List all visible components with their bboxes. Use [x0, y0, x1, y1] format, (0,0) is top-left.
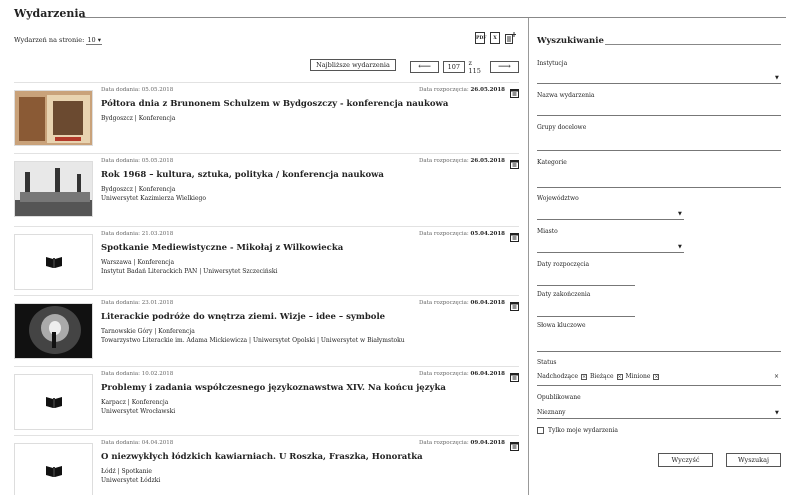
event-start-date: 05.04.2018	[470, 231, 505, 237]
target-groups-input[interactable]	[537, 150, 781, 151]
event-start: Data rozpoczęcia: 09.04.2018	[418, 440, 505, 446]
event-location-category: Karpacz | Konferencja	[101, 399, 169, 406]
calendar-add-icon[interactable]	[510, 232, 519, 242]
calendar-add-icon[interactable]	[510, 301, 519, 311]
prev-page-button[interactable]: ⟵	[410, 61, 439, 73]
event-start: Data rozpoczęcia: 06.04.2018	[418, 371, 505, 377]
status-label: Status	[537, 359, 557, 366]
event-organizers: Instytut Badań Literackich PAN | Uniwersytet Szczeciński	[101, 268, 278, 275]
event-body	[101, 231, 505, 276]
page-number-input[interactable]: 107	[443, 61, 464, 73]
event-row	[14, 226, 519, 296]
voivodeship-chevron-down-icon[interactable]: ▼	[678, 211, 682, 217]
city-label: Miasto	[537, 228, 558, 235]
published-label: Opublikowane	[537, 394, 581, 401]
event-body	[101, 158, 505, 203]
event-meta	[101, 398, 505, 416]
event-title-link[interactable]: Problemy i zadania współczesnego językoznawstwa XIV. Na końcu języka	[101, 383, 446, 393]
event-meta	[101, 467, 505, 485]
event-title-link[interactable]: Rok 1968 – kultura, sztuka, polityka / konferencja naukowa	[101, 170, 384, 180]
event-start-date: 06.04.2018	[470, 371, 505, 377]
event-body	[101, 440, 505, 485]
search-title-rule	[605, 44, 781, 45]
total-pages-label: z 115	[468, 59, 481, 75]
event-start-date: 26.05.2018	[470, 158, 505, 164]
event-start: Data rozpoczęcia: 26.05.2018	[418, 158, 505, 164]
start-dates-input[interactable]	[537, 285, 635, 286]
remove-ongoing-close-icon[interactable]: ×	[617, 373, 622, 380]
published-chevron-down-icon[interactable]: ▼	[775, 410, 779, 416]
published-select[interactable]	[537, 418, 781, 419]
event-added-date: Data dodania: 10.02.2018	[101, 371, 174, 377]
target-groups-label: Grupy docelowe	[537, 124, 587, 131]
remove-past-close-icon[interactable]: ×	[654, 373, 659, 380]
categories-input[interactable]	[537, 187, 781, 188]
page-title: Wydarzenia	[14, 7, 86, 20]
event-row	[14, 295, 519, 365]
next-page-button[interactable]: ⟶	[490, 61, 519, 73]
event-location-category: Warszawa | Konferencja	[101, 259, 175, 266]
event-title-link[interactable]: Półtora dnia z Brunonem Schulzem w Bydgoszczy - konferencja naukowa	[101, 99, 449, 109]
event-thumbnail[interactable]	[14, 443, 93, 495]
start-dates-label: Daty rozpoczęcia	[537, 261, 590, 268]
clear-status-close-icon[interactable]: ×	[773, 373, 779, 380]
per-page-label: Wydarzeń na stronie:	[14, 36, 85, 44]
calendar-add-icon[interactable]	[510, 441, 519, 451]
event-meta	[101, 185, 505, 203]
export-icons	[475, 32, 515, 44]
add-event-icon[interactable]	[505, 32, 515, 44]
remove-upcoming-close-icon[interactable]: ×	[582, 373, 587, 380]
event-row	[14, 82, 519, 152]
event-added-date: Data dodania: 05.05.2018	[101, 87, 174, 93]
only-mine-checkbox[interactable]	[537, 427, 544, 434]
search-title: Wyszukiwanie	[537, 36, 604, 46]
event-meta	[101, 258, 505, 276]
voivodeship-label: Województwo	[537, 195, 579, 202]
calendar-add-icon[interactable]	[510, 88, 519, 98]
city-chevron-down-icon[interactable]: ▼	[678, 244, 682, 250]
institution-label: Instytucja	[537, 60, 568, 67]
event-start: Data rozpoczęcia: 06.04.2018	[418, 300, 505, 306]
event-start-date: 09.04.2018	[470, 440, 505, 446]
event-row	[14, 435, 519, 495]
event-thumbnail[interactable]	[14, 161, 93, 217]
institution-select[interactable]	[537, 83, 781, 84]
only-mine-label: Tylko moje wydarzenia	[548, 427, 618, 434]
event-organizers: Uniwersytet Łódzki	[101, 477, 161, 484]
city-select[interactable]	[537, 252, 684, 253]
status-tag-upcoming: Nadchodzące	[537, 373, 578, 380]
published-select-value[interactable]: Nieznany	[537, 409, 566, 416]
search-button[interactable]: Wyszukaj	[726, 453, 781, 467]
event-organizers: Uniwersytet Wrocławski	[101, 408, 176, 415]
status-tag-past: Minione	[625, 373, 651, 380]
event-meta	[101, 114, 505, 123]
title-rule	[80, 17, 786, 18]
event-name-label: Nazwa wydarzenia	[537, 92, 595, 99]
event-thumbnail[interactable]	[14, 90, 93, 146]
event-title-link[interactable]: Literackie podróże do wnętrza ziemi. Wizje – idee – symbole	[101, 312, 386, 322]
event-row	[14, 153, 519, 223]
keywords-label: Słowa kluczowe	[537, 322, 586, 329]
event-location-category: Bydgoszcz | Konferencja	[101, 115, 176, 122]
end-dates-input[interactable]	[537, 316, 635, 317]
event-location-category: Tarnowskie Góry | Konferencja	[101, 328, 195, 335]
status-tags	[537, 373, 781, 380]
keywords-input[interactable]	[537, 351, 781, 352]
event-meta	[101, 327, 505, 345]
excel-export-icon[interactable]: X	[490, 32, 500, 44]
event-name-input[interactable]	[537, 115, 781, 116]
event-added-date: Data dodania: 04.04.2018	[101, 440, 174, 446]
event-row	[14, 366, 519, 436]
clear-button[interactable]: Wyczyść	[658, 453, 713, 467]
calendar-add-icon[interactable]	[510, 372, 519, 382]
event-start: Data rozpoczęcia: 26.05.2018	[418, 87, 505, 93]
event-location-category: Bydgoszcz | Konferencja	[101, 186, 176, 193]
event-start-date: 26.05.2018	[470, 87, 505, 93]
event-body	[101, 300, 505, 345]
calendar-add-icon[interactable]	[510, 159, 519, 169]
column-divider	[528, 18, 529, 495]
event-title-link[interactable]: Spotkanie Mediewistyczne - Mikołaj z Wilkowiecka	[101, 243, 344, 253]
event-start-date: 06.04.2018	[470, 300, 505, 306]
end-dates-label: Daty zakończenia	[537, 291, 591, 298]
per-page-control	[14, 36, 102, 44]
status-field-line	[537, 385, 781, 386]
event-added-date: Data dodania: 05.05.2018	[101, 158, 174, 164]
per-page-select[interactable]: 10 ▾	[87, 36, 101, 44]
event-organizers: Uniwersytet Kazimierza Wielkiego	[101, 195, 206, 202]
event-added-date: Data dodania: 21.03.2018	[101, 231, 174, 237]
event-added-date: Data dodania: 23.01.2018	[101, 300, 174, 306]
upcoming-events-button[interactable]: Najbliższe wydarzenia	[310, 59, 396, 71]
event-body	[101, 87, 505, 123]
event-organizers: Towarzystwo Literackie im. Adama Mickiewicza | Uniwersytet Opolski | Uniwersytet w Białymstoku	[101, 337, 405, 344]
pdf-export-icon[interactable]: PDF	[475, 32, 485, 44]
status-tag-ongoing: Bieżące	[590, 373, 614, 380]
event-body	[101, 371, 505, 416]
event-title-link[interactable]: O niezwykłych łódzkich kawiarniach. U Roszka, Fraszka, Honoratka	[101, 452, 423, 462]
event-thumbnail[interactable]	[14, 234, 93, 290]
pagination	[410, 59, 519, 75]
voivodeship-select[interactable]	[537, 219, 684, 220]
event-start: Data rozpoczęcia: 05.04.2018	[418, 231, 505, 237]
event-location-category: Łódź | Spotkanie	[101, 468, 152, 475]
event-thumbnail[interactable]	[14, 303, 93, 359]
institution-chevron-down-icon[interactable]: ▼	[775, 75, 779, 81]
event-thumbnail[interactable]	[14, 374, 93, 430]
categories-label: Kategorie	[537, 159, 567, 166]
only-mine-row	[537, 427, 618, 434]
